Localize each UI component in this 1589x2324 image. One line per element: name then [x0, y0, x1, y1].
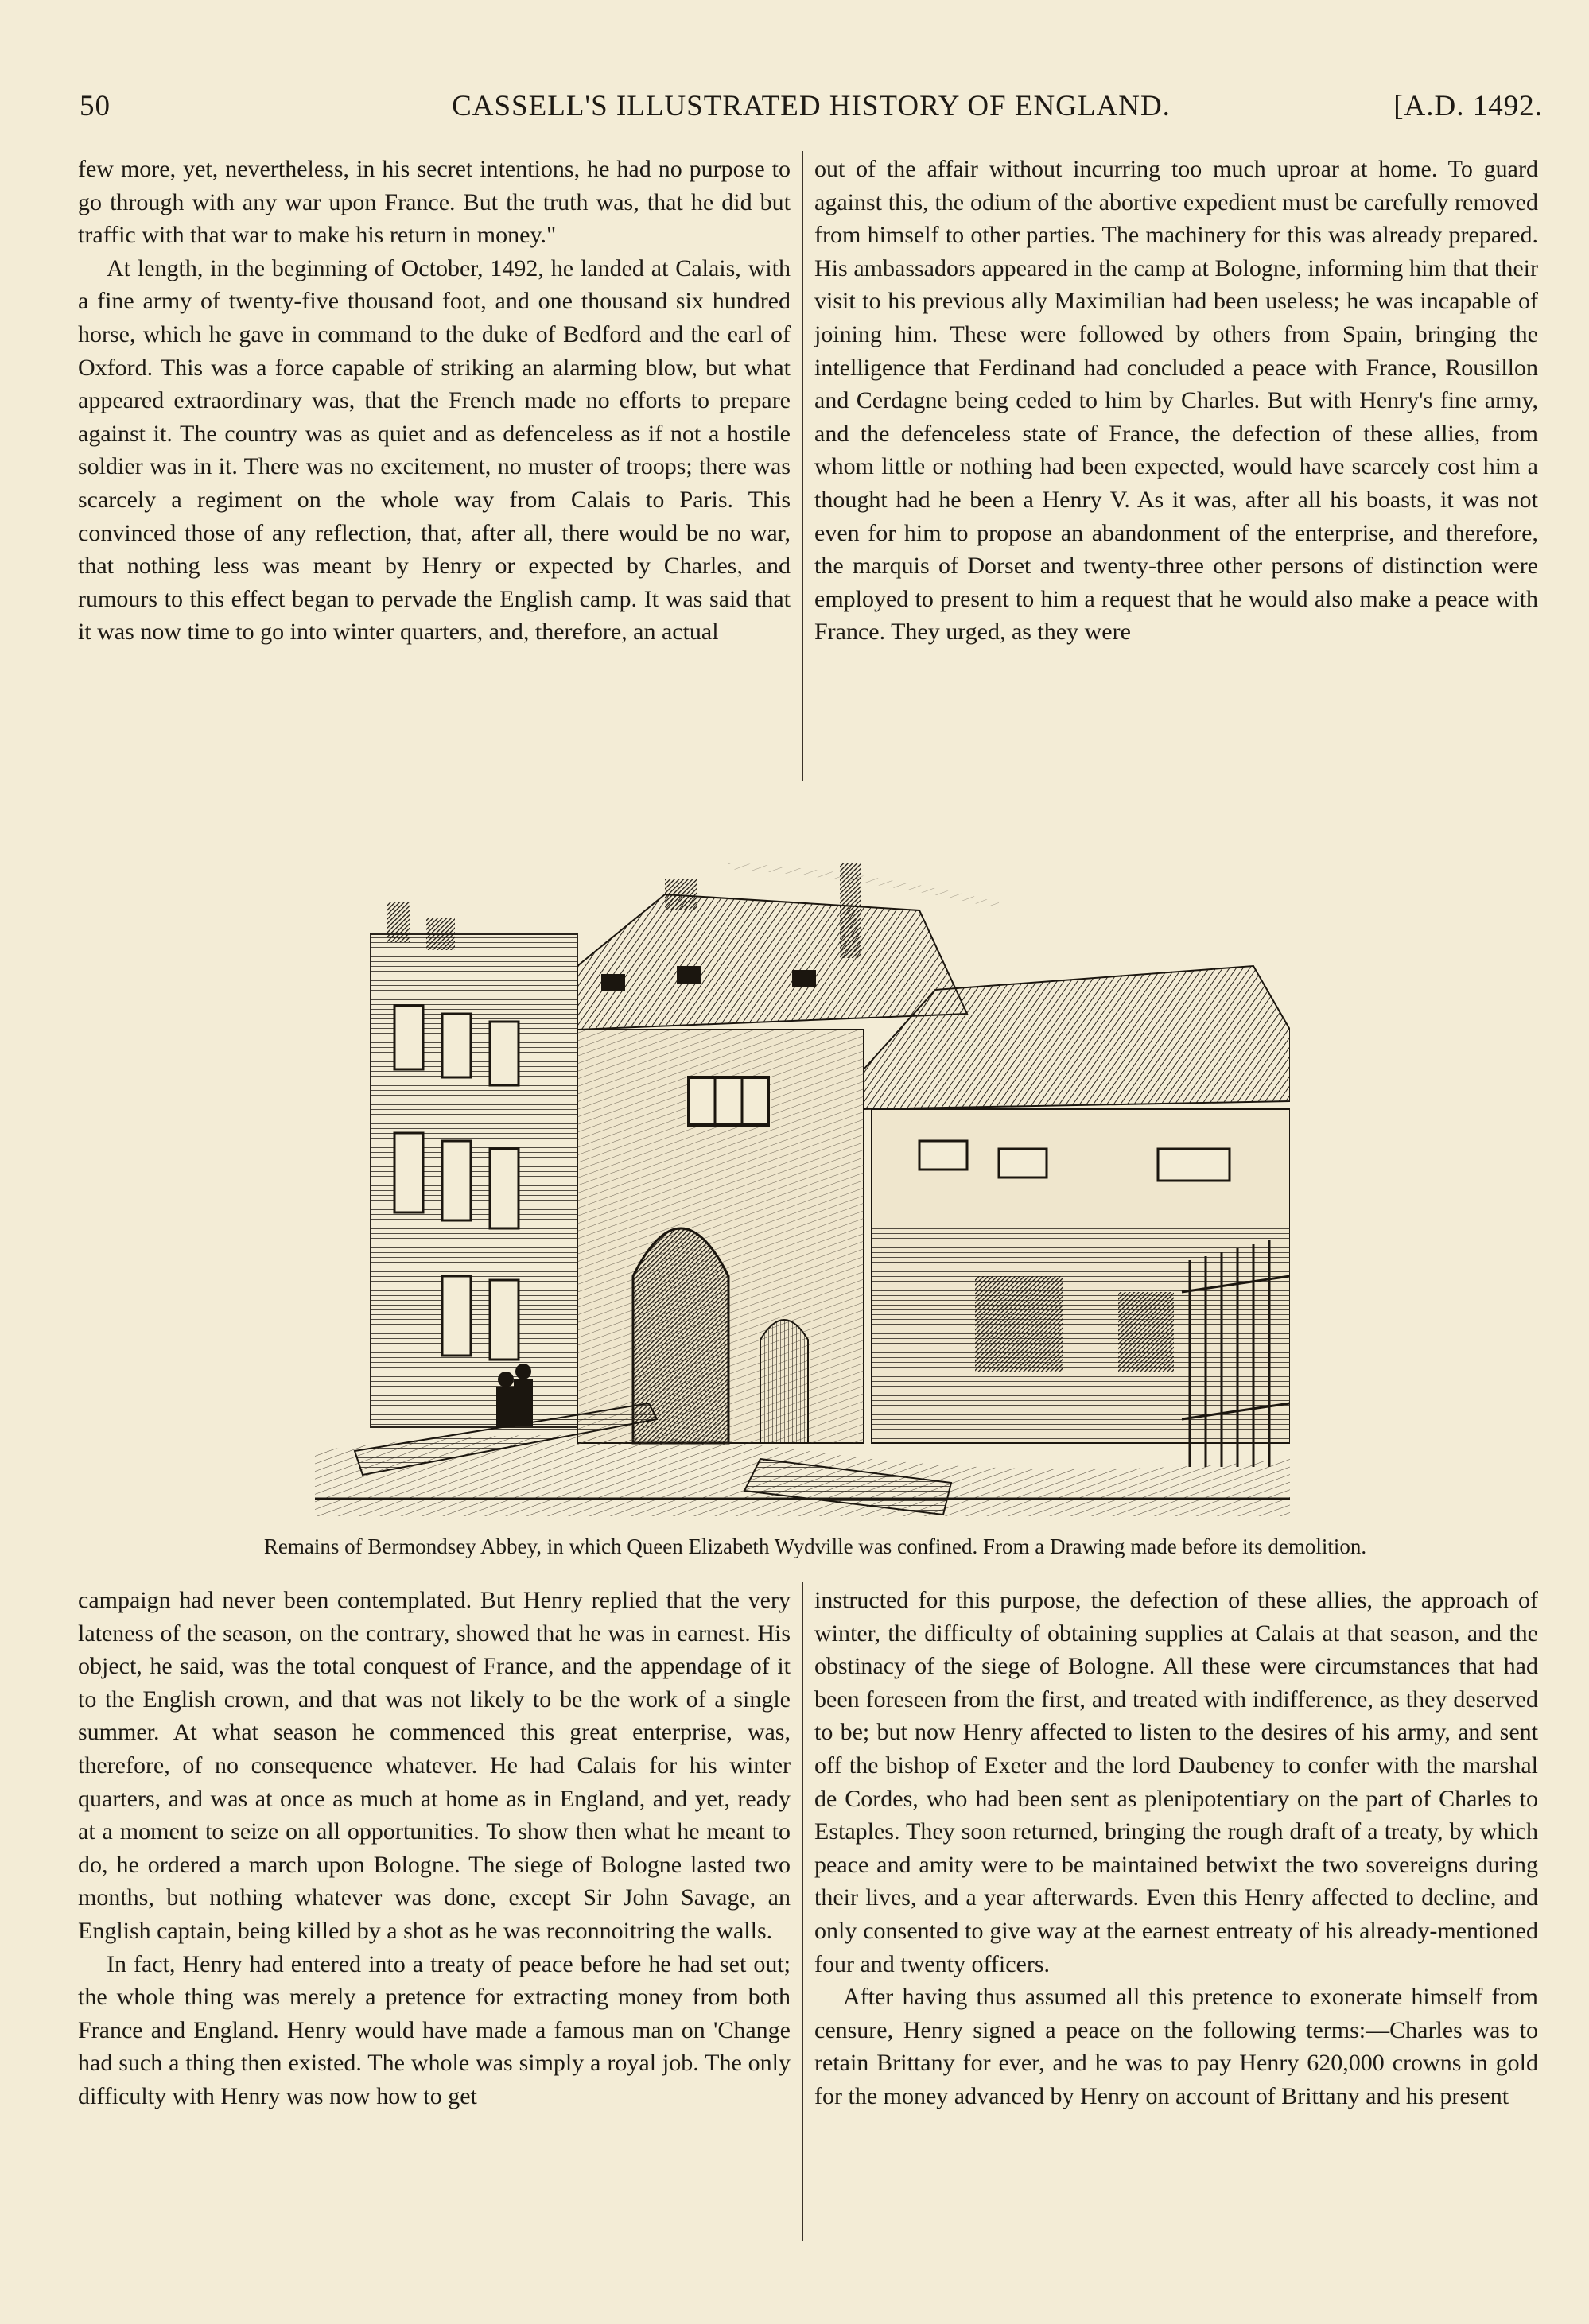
running-header [80, 89, 1543, 129]
paragraph: In fact, Henry had entered into a treaty of peace before he had set out; the whole thing was merely a pretence for extracting money from both France and England. Henry would have made a famous man on 'Change had such a thing then existed. The whole was simply a royal job. The only difficulty with Henry was now how to get [78, 1950, 791, 2109]
running-title: CASSELL'S ILLUSTRATED HISTORY OF ENGLAND. [452, 90, 1171, 122]
column-rule [802, 1582, 803, 2241]
column-rule [802, 151, 803, 781]
paragraph: out of the affair without incurring too much uproar at home. To guard against this, the odium of the abortive expedient must be carefully removed from himself to other parties. The machinery for this was already prepared. His ambassadors appeared in the camp at Bologne, informing him that their visit to his previous ally Maximilian had been useless; he was incapable of joining him. These were followed by others from Spain, bringing the intelligence that Ferdinand had concluded a peace with France, Rousillon and Cerdagne being ceded to him by Charles. But with Henry's fine army, and the defenceless state of France, the defection of these allies, from whom little or nothing had been expected, would have scarcely cost him a thought had he been a Henry V. As it was, after all his boasts, it was not even for him to propose an abandonment of the enterprise, and therefore, the marquis of Dorset and twenty-three other persons of distinction were employed to present to him a request that he would also make a peace with France. They urged, as they were [814, 156, 1538, 646]
figure-caption: Remains of Bermondsey Abbey, in which Queen Elizabeth Wydville was confined. From a Drawing made before its demolition. [263, 1534, 1367, 1558]
header-date: [A.D. 1492. [1393, 90, 1543, 122]
bermondsey-abbey-engraving [315, 847, 1290, 1516]
paragraph: instructed for this purpose, the defection of these allies, the approach of winter, the difficulty of obtaining supplies at Calais at that season, and the obstinacy of the siege of Bologne. All these were circumstances that had been foreseen from the first, and treated with indifference, as they deserved to be; but now Henry affected to listen to the desires of his army, and sent off the bishop of Exeter and the lord Daubeney to confer with the marshal de Cordes, who had been sent as plenipotentiary on the part of Charles to Estaples. They soon returned, bringing the rough draft of a treaty, by which peace and amity were to be maintained betwixt the two sovereigns during their lives, and a year afterwards. Even this Henry affected to decline, and only consented to give way at the earnest entreaty of his already-mentioned four and twenty officers. [814, 1587, 1538, 1977]
paragraph: few more, yet, nevertheless, in his secret intentions, he had no purpose to go through with any war upon France. But the truth was, that he did but traffic with that war to make his return in money." [78, 156, 791, 249]
bottom-left-column [78, 1584, 791, 2113]
paragraph: campaign had never been contemplated. But Henry replied that the very lateness of the season, on the contrary, showed that he was in earnest. His object, he said, was the total conquest of France, and the appendage of it to the English crown, and that was not likely to be the work of a single summer. At what season he commenced this great enterprise, was, therefore, of no consequence whatever. He had Calais for his winter quarters, and was at once as much at home as in England, and yet, ready at a moment to seize on all opportunities. To show then what he meant to do, he ordered a march upon Bologne. The siege of Bologne lasted two months, but nothing whatever was done, except Sir John Savage, an English captain, being killed by a shot as he was reconnoitring the walls. [78, 1587, 791, 1944]
top-left-column [78, 153, 791, 649]
paragraph: After having thus assumed all this pretence to exonerate himself from censure, Henry signed a peace on the following terms:—Charles was to retain Brittany for ever, and he was to pay Henry 620,000 crowns in gold for the money advanced by Henry on account of Brittany and his present [814, 1984, 1538, 2109]
paragraph: At length, in the beginning of October, 1492, he landed at Calais, with a fine army of twenty-five thousand foot, and one thousand six hundred horse, which he gave in command to the duke of Bedford and the earl of Oxford. This was a force capable of striking an alarming blow, but what appeared extraordinary was, that the French made no efforts to prepare against it. The country was as quiet and as defenceless as if not a hostile soldier was in it. There was no excitement, no muster of troops; there was scarcely a regiment on the whole way from Calais to Paris. This convinced those of any reflection, that, after all, there would be no war, that nothing less was meant by Henry or expected by Charles, and rumours to this effect began to pervade the English camp. It was said that it was now time to go into winter quarters, and, therefore, an actual [78, 254, 791, 646]
bottom-right-column [814, 1584, 1538, 2113]
page-number: 50 [80, 90, 111, 122]
top-right-column [814, 153, 1538, 649]
